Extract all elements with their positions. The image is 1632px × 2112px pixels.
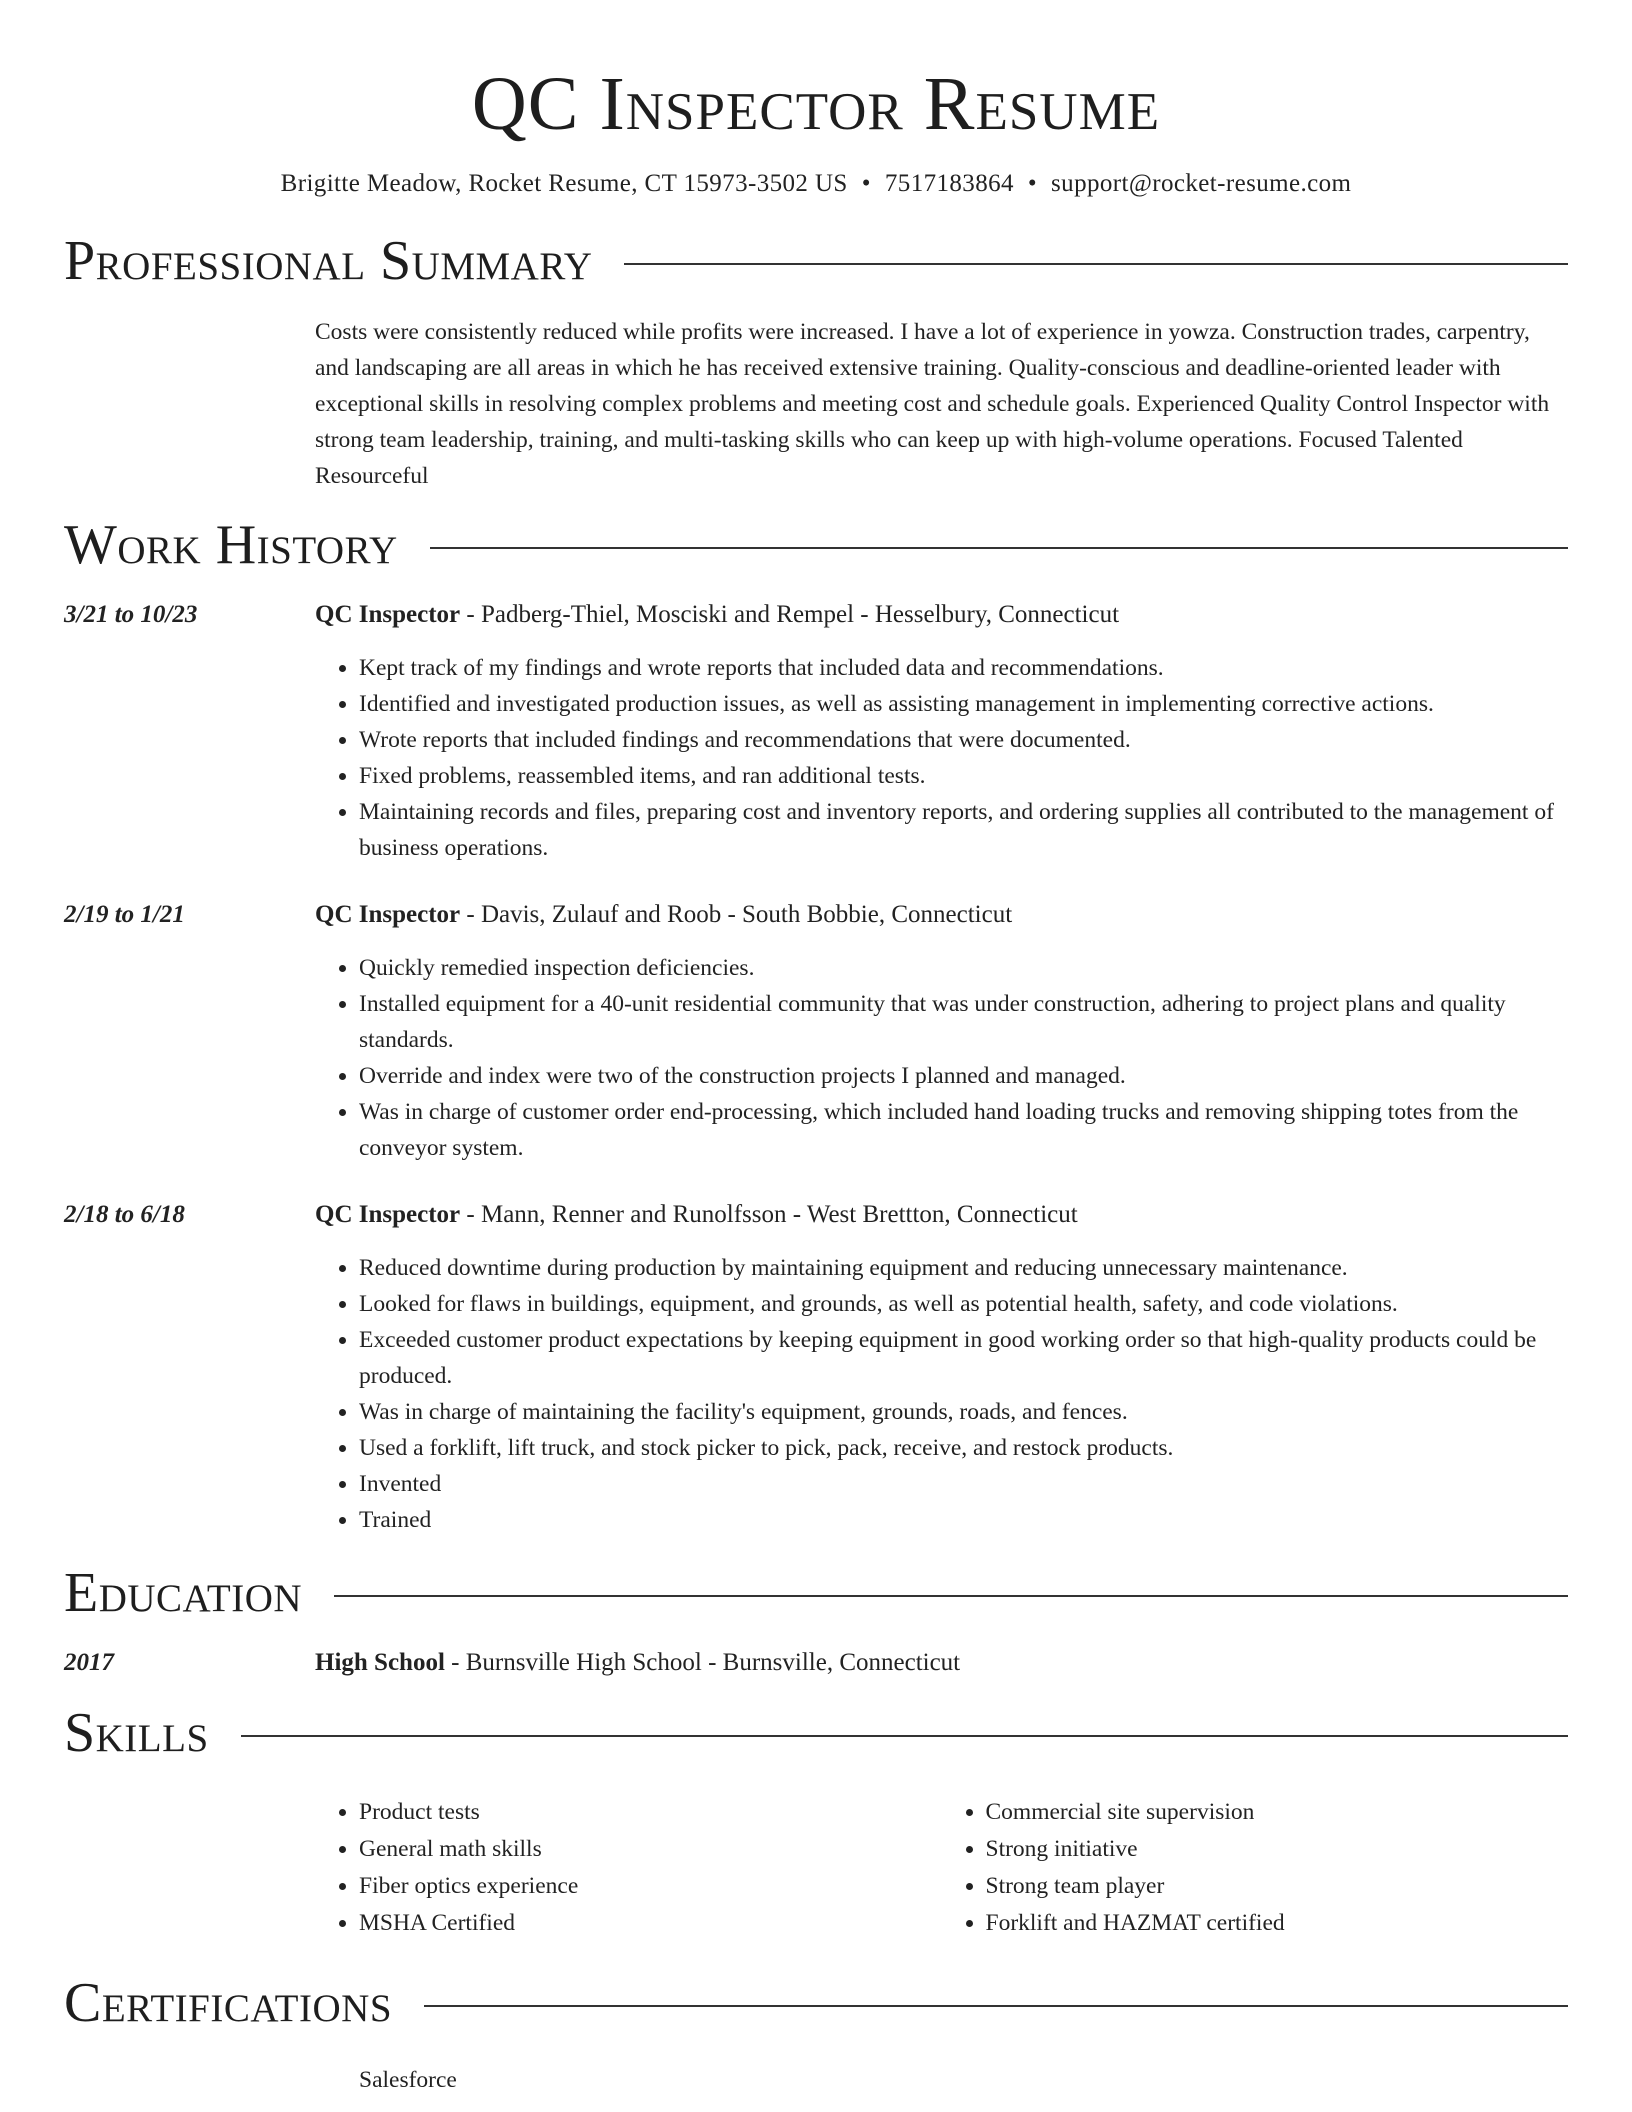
job-dates: 3/21 to 10/23: [64, 601, 198, 628]
job-bullet: • Reduced downtime during production by maintaining equipment and reducing unnecessary maintenance.: [359, 1250, 1568, 1286]
education-heading: Education: [64, 1562, 303, 1624]
job-bullet: • Invented: [359, 1466, 1568, 1502]
summary-text: Costs were consistently reduced while profits were increased. I have a lot of experience in yowza. Construction trades, carpentry, and landscaping are all areas in which he has received extensive training. Quality-conscious and deadline-oriented leader with exceptional skills in resolving complex problems and meeting cost and schedule goals. Experienced Quality Control Inspector with strong team leadership, training, and multi-tasking skills who can keep up with high-volume operations. Focused Talented Resourceful: [315, 319, 1550, 489]
skills-heading: Skills: [64, 1702, 209, 1764]
education-year: 2017: [64, 1649, 114, 1676]
job-bullet: • Fixed problems, reassembled items, and ran additional tests.: [359, 758, 1568, 794]
education-section-header: [64, 1560, 1568, 1626]
job-bullet: • Was in charge of customer order end-processing, which included hand loading trucks and removing shipping totes from the conveyor system.: [359, 1094, 1568, 1166]
skill-item: • Fiber optics experience: [359, 1868, 942, 1905]
job-bullet: • Override and index were two of the construction projects I planned and managed.: [359, 1058, 1568, 1094]
section-divider: [624, 263, 1568, 265]
job-entry: [64, 898, 1568, 1166]
job-dates: 2/19 to 1/21: [64, 901, 185, 928]
section-divider: [424, 2005, 1568, 2007]
job-employer-location: - Padberg-Thiel, Mosciski and Rempel - Hesselbury, Connecticut: [460, 601, 1120, 628]
skill-item: • MSHA Certified: [359, 1905, 942, 1942]
contact-separator: •: [861, 170, 871, 197]
job-header: [315, 598, 1568, 632]
job-title: QC Inspector: [315, 901, 461, 928]
skills-section-header: [64, 1700, 1568, 1766]
skill-item: • Strong initiative: [986, 1831, 1569, 1868]
job-body: [315, 598, 1568, 866]
skills-column-left: [315, 1794, 942, 1942]
section-divider: [430, 547, 1568, 549]
job-bullet: • Was in charge of maintaining the facility's equipment, grounds, roads, and fences.: [359, 1394, 1568, 1430]
skill-item: • Forklift and HAZMAT certified: [986, 1905, 1569, 1942]
job-header: [315, 1198, 1568, 1232]
job-dates: 2/18 to 6/18: [64, 1201, 185, 1228]
job-employer-location: - Mann, Renner and Runolfsson - West Brettton, Connecticut: [460, 1201, 1078, 1228]
certifications-list-wrap: [315, 2062, 1568, 2098]
job-bullet: • Installed equipment for a 40-unit residential community that was under construction, adhering to project plans and quality standards.: [359, 986, 1568, 1058]
section-divider: [334, 1595, 1568, 1597]
job-bullet: • Quickly remedied inspection deficiencies.: [359, 950, 1568, 986]
certifications-heading: Certifications: [64, 1972, 393, 2034]
job-bullet: • Maintaining records and files, preparing cost and inventory reports, and ordering supplies all contributed to the management of business operations.: [359, 794, 1568, 866]
job-bullet: • Looked for flaws in buildings, equipment, and grounds, as well as potential health, safety, and code violations.: [359, 1286, 1568, 1322]
skills-column-right: [942, 1794, 1569, 1942]
job-bullet-list: [315, 950, 1568, 1166]
job-body: [315, 1198, 1568, 1538]
job-employer-location: - Davis, Zulauf and Roob - South Bobbie, Connecticut: [460, 901, 1013, 928]
skill-item: • Commercial site supervision: [986, 1794, 1569, 1831]
contact-address: Brigitte Meadow, Rocket Resume, CT 15973-3502 US: [280, 170, 848, 197]
education-entry: [64, 1646, 1568, 1680]
job-bullet: • Used a forklift, lift truck, and stock picker to pick, pack, receive, and restock products.: [359, 1430, 1568, 1466]
job-title: QC Inspector: [315, 1201, 461, 1228]
contact-line: [64, 168, 1568, 200]
education-school-location: - Burnsville High School - Burnsville, Connecticut: [444, 1649, 961, 1676]
job-bullet: • Identified and investigated production issues, as well as assisting management in implementing corrective actions.: [359, 686, 1568, 722]
education-body: [315, 1646, 1568, 1680]
job-entry: [64, 1198, 1568, 1538]
resume-page: [64, 0, 1568, 2098]
job-header: [315, 898, 1568, 932]
section-divider: [241, 1735, 1568, 1737]
work-section-header: [64, 512, 1568, 578]
skill-item: • Strong team player: [986, 1868, 1569, 1905]
job-bullet-list: [315, 650, 1568, 866]
job-bullet: • Wrote reports that included findings and recommendations that were documented.: [359, 722, 1568, 758]
job-bullet: • Trained: [359, 1502, 1568, 1538]
contact-separator: •: [1027, 170, 1038, 197]
job-bullet-list: [315, 1250, 1568, 1538]
summary-section-header: [64, 228, 1568, 294]
skill-item: • Product tests: [359, 1794, 942, 1831]
certifications-section-header: [64, 1970, 1568, 2036]
resume-title: QC Inspector Resume: [471, 62, 1161, 146]
job-bullet: • Kept track of my findings and wrote reports that included data and recommendations.: [359, 650, 1568, 686]
education-header: [315, 1646, 1568, 1680]
skills-grid: [315, 1794, 1568, 1942]
summary-heading: Professional Summary: [64, 230, 593, 292]
certifications-list: [315, 2062, 1568, 2098]
job-body: [315, 898, 1568, 1166]
job-title: QC Inspector: [315, 601, 461, 628]
work-heading: Work History: [64, 514, 398, 576]
certification-item: Salesforce: [359, 2067, 457, 2093]
job-entry: [64, 598, 1568, 866]
contact-phone: 7517183864: [884, 170, 1014, 197]
job-bullet: • Exceeded customer product expectations by keeping equipment in good working order so that high-quality products could be produced.: [359, 1322, 1568, 1394]
skill-item: • General math skills: [359, 1831, 942, 1868]
education-degree: High School: [315, 1649, 445, 1676]
contact-email[interactable]: support@rocket-resume.com: [1051, 170, 1352, 197]
